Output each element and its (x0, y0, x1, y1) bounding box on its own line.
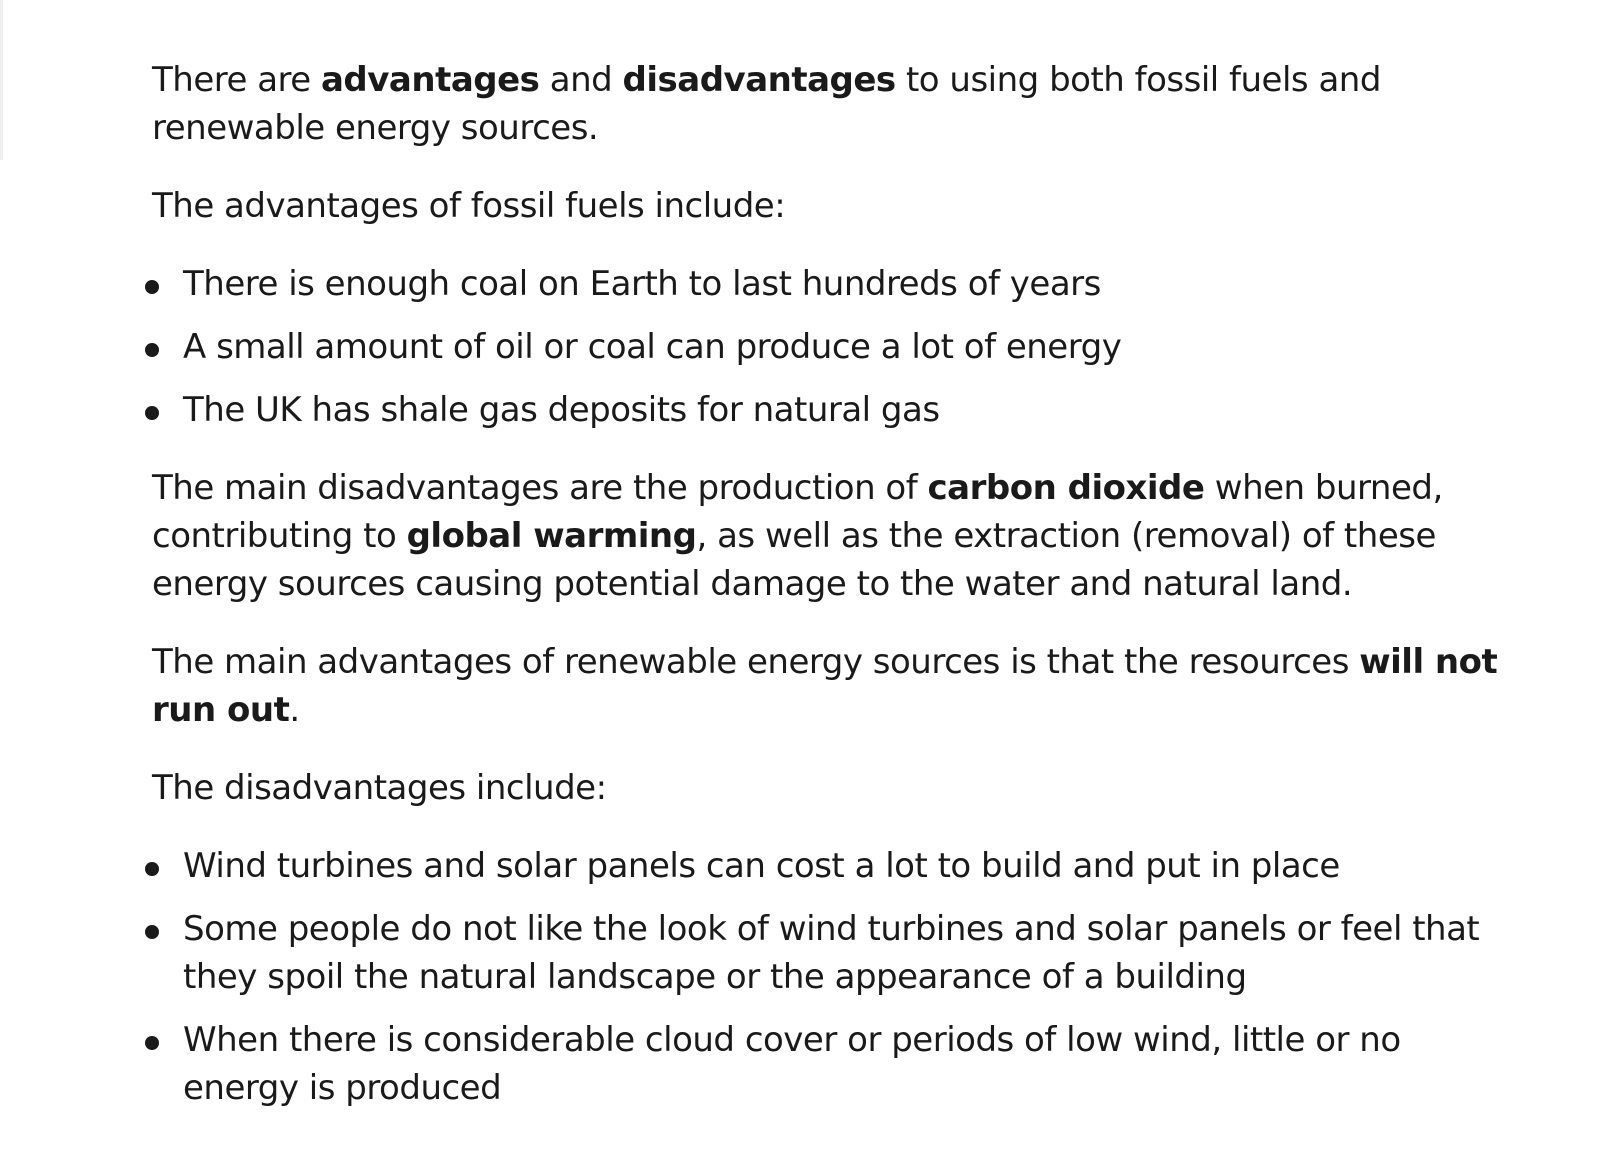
list-item (152, 260, 1512, 308)
intro-text-3: to using both fossil fuels and renewable energy sources. (152, 60, 1381, 148)
fossil-dis-text-3: , as well as the extraction (removal) of these energy sources causing potential damage to the water and natural land. (152, 516, 1436, 604)
bullet-icon (145, 280, 159, 294)
bullet-icon (145, 925, 159, 939)
list-item-text: The UK has shale gas deposits for natural gas (183, 390, 940, 430)
list-item-text: A small amount of oil or coal can produce a lot of energy (183, 327, 1122, 367)
fossil-dis-text-1: The main disadvantages are the production of (152, 468, 928, 508)
bold-global-warming: global warming (406, 516, 697, 556)
list-item (152, 323, 1512, 371)
list-item (152, 386, 1512, 434)
list-item-text: Some people do not like the look of wind turbines and solar panels or feel that they spoil the natural landscape or the appearance of a building (183, 909, 1480, 997)
bold-will-not-run-out: will not run out (152, 642, 1498, 730)
list-item (152, 1016, 1512, 1112)
renewable-disadvantages-heading: The disadvantages include: (152, 768, 607, 808)
bullet-icon (145, 862, 159, 876)
list-item-text: There is enough coal on Earth to last hundreds of years (183, 264, 1101, 304)
renewable-disadvantages-list (152, 842, 1512, 1112)
list-item-text: When there is considerable cloud cover or periods of low wind, little or no energy is produced (183, 1020, 1401, 1108)
intro-bold-advantages: advantages (320, 60, 540, 100)
document-body (152, 56, 1512, 1142)
renewable-adv-text-1: The main advantages of renewable energy sources is that the resources (152, 642, 1360, 682)
fossil-dis-text-2: when burned, contributing to (152, 468, 1443, 556)
intro-text-2: and (539, 60, 623, 100)
fossil-disadvantages-paragraph (152, 464, 1512, 608)
renewable-adv-text-2: . (289, 690, 300, 730)
left-edge-shadow (0, 0, 3, 160)
intro-text-1: There are (152, 60, 321, 100)
fossil-advantages-list (152, 260, 1512, 434)
bold-carbon-dioxide: carbon dioxide (927, 468, 1205, 508)
intro-bold-disadvantages: disadvantages (622, 60, 896, 100)
list-item (152, 905, 1512, 1001)
list-item (152, 842, 1512, 890)
intro-paragraph (152, 56, 1512, 152)
list-item-text: Wind turbines and solar panels can cost a lot to build and put in place (183, 846, 1340, 886)
bullet-icon (145, 406, 159, 420)
bullet-icon (145, 343, 159, 357)
renewable-advantages-paragraph (152, 638, 1512, 734)
bullet-icon (145, 1036, 159, 1050)
fossil-advantages-heading: The advantages of fossil fuels include: (152, 186, 786, 226)
